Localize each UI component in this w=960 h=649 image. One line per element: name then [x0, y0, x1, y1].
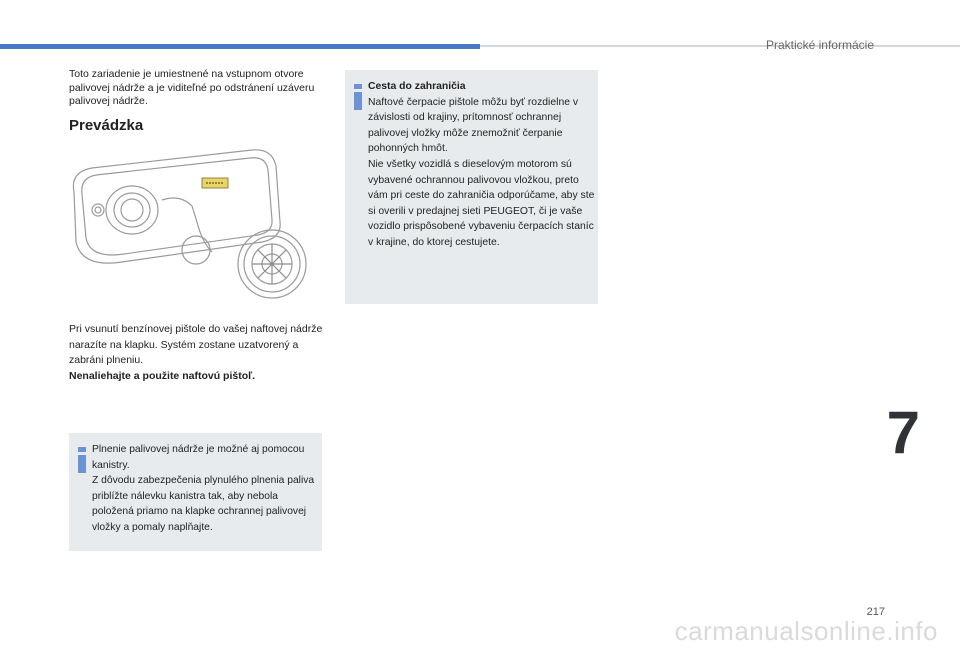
body-paragraph: Pri vsunutí benzínovej pištole do vašej naftovej nádrže narazíte na klapku. Systém zostane uzatvorený a zabráni plneniu. [69, 323, 323, 366]
page-heading: Prevádzka [69, 117, 144, 134]
note2-text1: Naftové čerpacie pištole môžu byť rozdielne v závislosti od krajiny, prítomnosť ochrannej palivovej vložky môže znemožniť čerpanie pohonných hmôt. [368, 96, 579, 155]
intro-paragraph: Toto zariadenie je umiestnené na vstupnom otvore palivovej nádrže a je viditeľné po odstránení uzáveru palivovej nádrže. [69, 68, 315, 107]
body-text [69, 322, 331, 384]
info-note-abroad [345, 70, 598, 304]
body-warning: Nenaliehajte a použite naftovú pištoľ. [69, 369, 256, 382]
info-icon [77, 447, 87, 473]
header-rule [480, 45, 960, 47]
info-note-text [92, 442, 320, 535]
info-note-text [368, 79, 596, 251]
chapter-number: 7 [886, 399, 920, 466]
note1-text2: Z dôvodu zabezpečenia plynulého plnenia paliva priblížte nálevku kanistra tak, aby nebola položená priamo na klapke ochrannej palivovej vložky a pomaly naplňajte. [92, 475, 315, 533]
note2-text2: Nie všetky vozidlá s dieselovým motorom sú vybavené ochrannou palivovou vložkou, preto vám pri ceste do zahraničia odporúčame, aby ste si overili v predajnej sieti PEUGEOT, či je vaše vozidlo prispôsobené vybaveniu čerpacích staníc v krajine, do ktorej cestujete. [368, 158, 595, 248]
note2-title: Cesta do zahraničia [368, 81, 466, 92]
info-note-canister [69, 433, 322, 551]
watermark: carmanualsonline.info [674, 616, 938, 646]
note1-text1: Plnenie palivovej nádrže je možné aj pomocou kanistry. [92, 444, 305, 471]
section-title: Praktické informácie [765, 38, 874, 52]
page-number: 217 [866, 606, 885, 618]
header-accent-bar [0, 44, 480, 49]
info-icon [353, 84, 363, 110]
fuel-filler-illustration [62, 142, 322, 302]
